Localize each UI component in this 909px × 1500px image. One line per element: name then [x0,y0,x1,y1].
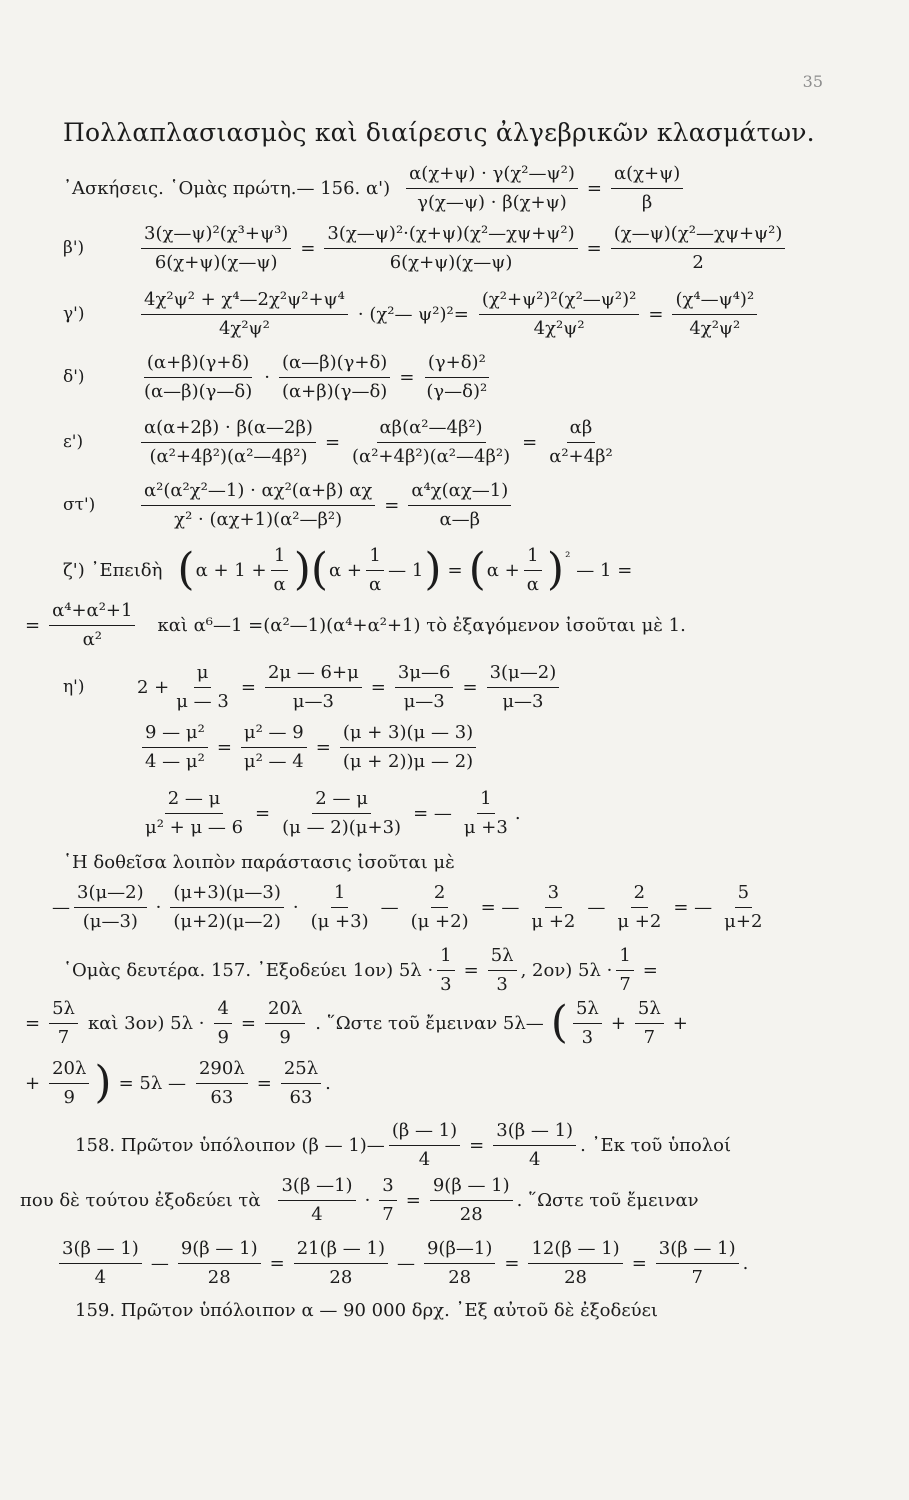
fraction: $\frac{3}{7}$ [379,1175,396,1225]
exercise-156d: δ') (α+β)(γ+δ) (α—β)(γ—δ) · $\frac{(\alpha—\beta)(\gamma+\delta)}{(\alpha+\beta)(\gamma—\delta)}$ = $\frac{\text{(γ+δ)²}}{\text{(γ—δ)²}}$ [63,352,494,402]
fraction: $\frac{12(\beta — 1)}{28}$ [528,1238,622,1288]
fraction: $\frac{1}{\alpha}$ [524,545,542,595]
fraction: $\frac{\text{μ² — 9}}{\text{μ² — 4}}$ [241,722,307,772]
exercise-intro: ᾿Ασκήσεις. ῾Ομὰς πρώτη.— 156. α') [63,177,391,199]
fraction: $\frac{2\mu — 6+\mu}{\mu—3}$ [265,662,362,712]
fraction: $\frac{3(\beta — 1)}{7}$ [656,1238,739,1288]
fraction: 5λ 3 [573,998,602,1048]
fraction: $\frac{\text{(γ+δ)²}}{\text{(γ—δ)²}}$ [426,352,488,402]
fraction: (α+β)(γ+δ) (α—β)(γ—δ) [144,352,253,402]
exercise-158-row3: 3(β — 1) 4 — $\frac{9(\beta — 1)}{28}$ = $\frac{21(\beta — 1)}{28}$ — $\frac{9(\beta—1)}{28}$ = $\frac{12(\beta — 1)}{28}$ = $\frac{3(\beta — 1)}{7}$ . [55,1238,748,1288]
fraction: $\frac{\text{αβ(α²—4β²)}}{\text{(α²+4β²)(α²—4β²)}}$ [352,417,511,467]
fraction: $\frac{\text{3(χ—ψ)²·(χ+ψ)(χ²—χψ+ψ²)}}{6(\chi+\psi)(\chi—\psi)}$ [324,223,577,273]
fraction: 3(β — 1) 4 [59,1238,142,1288]
exercise-158: 158. Πρῶτον ὑπόλοιπον (β — 1)— $\frac{(\beta — 1)}{4}$ = $\frac{3(\beta — 1)}{4}$ . ᾿Εκ τοῦ ὑπολοί [75,1120,732,1170]
fraction: $\frac{1}{\alpha}$ [271,545,289,595]
fraction: $\frac{20\lambda}{9}$ [265,998,305,1048]
fraction: $\frac{21(\beta — 1)}{28}$ [294,1238,388,1288]
exercise-157-row2: = $\frac{5\lambda}{7}$ καὶ 3ον) 5λ · $\frac{4}{9}$ = $\frac{20\lambda}{9}$ . ῞Ωστε τοῦ ἔμειναν 5λ— ( 5λ 3 + $\frac{5\lambda}{7}$ + [25,997,688,1049]
exercise-156g: ζ') ᾿Επειδὴ ( α + 1 + $\frac{1}{\alpha}$ )( α + $\frac{1}{\alpha}$ — 1 ) = ( α + $\frac{1}{\alpha}$ ) $^{^2}$ — 1 = [63,544,633,596]
fraction: $\frac{\text{3(χ—ψ)²(χ³+ψ³)}}{6(\chi+\psi)(\chi—\psi)}$ [141,223,291,273]
exercise-159: 159. Πρῶτον ὑπόλοιπον α — 90 000 δρχ. ᾿Εξ αὐτοῦ δὲ ἐξοδεύει [75,1300,658,1321]
exercise-156f: στ') $\frac{\text{α²(α²χ²—1) · αχ²(α+β) αχ}}{\text{χ² · (αχ+1)(α²—β²)}}$ = $\frac{\text{α⁴χ(αχ—1)}}{\alpha—\beta}$ [63,480,515,530]
fraction: $\frac{3\mu—6}{\mu—3}$ [395,662,454,712]
fraction: $\frac{\text{α⁴χ(αχ—1)}}{\alpha—\beta}$ [408,480,511,530]
fraction: $\frac{1}{7}$ [616,945,633,995]
fraction: $\frac{4}{9}$ [214,998,231,1048]
fraction: $\frac{1}{3}$ [437,945,454,995]
fraction: $\frac{1}{\alpha}$ [366,545,384,595]
fraction: $\frac{9(\beta—1)}{28}$ [424,1238,495,1288]
exercise-157-row3: + $\frac{20\lambda}{9}$ ) = 5λ — $\frac{290\lambda}{63}$ = $\frac{25\lambda}{63}$ . [25,1057,331,1109]
page-number: 35 [802,72,823,91]
fraction: $\frac{\text{(χ⁴—ψ⁴)²}}{\text{4χ²ψ²}}$ [672,289,757,339]
exercise-157: ῾Ομὰς δευτέρα. 157. ᾿Εξοδεύει 1ον) 5λ · $\frac{1}{3}$ = $\frac{5\lambda}{3}$ , 2ον) 5λ · $\frac{1}{7}$ = [63,945,658,995]
exercise-156e: ε') $\frac{\alpha(\alpha+2\beta) \cdot \beta(\alpha—2\beta)}{\text{(α²+4β²)(α²—4β²)}}$ = $\frac{\text{αβ(α²—4β²)}}{\text{(α²+4β²)(α²—4β²)}}$ = $\frac{\alpha\beta}{\text{α²+4β²}}$ [63,417,620,467]
fraction: $\frac{\mu}{\mu — 3}$ [176,662,229,712]
fraction: (μ+3)(μ—3) (μ+2)(μ—2) [170,882,283,932]
fraction: $\frac{9(\beta — 1)}{28}$ [178,1238,261,1288]
fraction: $\frac{\text{α⁴+α²+1}}{\text{α²}}$ [49,600,135,650]
fraction: 3(μ—2) (μ—3) [74,882,147,932]
exercise-156h-row3: $\frac{2 — \mu}{\text{μ² + μ — 6}}$ = $\frac{2 — \mu}{(\mu — 2)(\mu+3)}$ = — 1 μ +3 . [138,788,521,838]
fraction: $\frac{\alpha\beta}{\text{α²+4β²}}$ [549,417,613,467]
fraction: $\frac{\text{(χ²+ψ²)²(χ²—ψ²)²}}{\text{4χ²ψ²}}$ [479,289,640,339]
fraction: 4χ²ψ² + χ⁴—2χ²ψ²+ψ⁴ 4χ²ψ² [141,289,348,339]
fraction: $\frac{25\lambda}{63}$ [281,1058,321,1108]
fraction: $\frac{290\lambda}{63}$ [196,1058,248,1108]
fraction: $\frac{\text{α(χ+ψ) · γ(χ²—ψ²)}}{\gamma(\chi—\psi) \cdot \beta(\chi+\psi)}$ [406,163,578,213]
exercise-156g-cont: = $\frac{\text{α⁴+α²+1}}{\text{α²}}$ καὶ α⁶—1 =(α²—1)(α⁴+α²+1) τὸ ἐξαγόμενον ἰσοῦται μὲ 1. [25,600,686,650]
exercise-158-row2: που δὲ τούτου ἐξοδεύει τὰ 3(β —1) 4 · $\frac{3}{7}$ = $\frac{9(\beta — 1)}{28}$ . ῞Ωστε τοῦ ἔμειναν [20,1175,699,1225]
fraction: 1 μ +3 [463,788,508,838]
fraction: $\frac{(\alpha—\beta)(\gamma+\delta)}{(\alpha+\beta)(\gamma—\delta)}$ [279,352,390,402]
fraction: $\frac{3(\beta — 1)}{4}$ [493,1120,576,1170]
fraction: $\frac{5\lambda}{3}$ [488,945,517,995]
fraction: 1 (μ +3) [310,882,369,932]
fraction: $\frac{2}{\mu +2}$ [617,882,662,932]
final-expression: — 3(μ—2) (μ—3) · (μ+3)(μ—3) (μ+2)(μ—2) · 1 (μ +3) — $\frac{2}{(\mu +2)}$ = — 3 μ +2 — $\frac{2}{\mu +2}$ = — 5 μ+2 [52,882,769,932]
exercise-156h-row2: $\frac{\text{9 — μ²}}{\text{4 — μ²}}$ = $\frac{\text{μ² — 9}}{\text{μ² — 4}}$ = $\frac{(\mu + 3)(\mu — 3)}{(\mu + 2))\mu — 2)}$ [138,722,480,772]
fraction: 5 μ+2 [724,882,763,932]
fraction: $\frac{\alpha(\chi+\psi)}{\beta}$ [611,163,683,213]
fraction: $\frac{20\lambda}{9}$ [49,1058,89,1108]
fraction: $\frac{3(\mu—2)}{\mu—3}$ [487,662,560,712]
fraction: $\frac{\text{9 — μ²}}{\text{4 — μ²}}$ [142,722,208,772]
exercise-156c: γ') 4χ²ψ² + χ⁴—2χ²ψ²+ψ⁴ 4χ²ψ² · (χ²— ψ²)²= $\frac{\text{(χ²+ψ²)²(χ²—ψ²)²}}{\text{4χ²ψ²}}$ = $\frac{\text{(χ⁴—ψ⁴)²}}{\text{4χ²ψ²}}$ [63,289,761,339]
fraction: $\frac{2 — \mu}{(\mu — 2)(\mu+3)}$ [282,788,402,838]
fraction: $\frac{2 — \mu}{\text{μ² + μ — 6}}$ [145,788,244,838]
fraction: $\frac{(\beta — 1)}{4}$ [389,1120,460,1170]
fraction: $\frac{5\lambda}{7}$ [49,998,78,1048]
page-title: Πολλαπλασιασμὸς καὶ διαίρεσις ἀλγεβρικῶν κλασμάτων. [63,118,815,147]
exercise-156a: ᾿Ασκήσεις. ῾Ομὰς πρώτη.— 156. α') $\frac{\text{α(χ+ψ) · γ(χ²—ψ²)}}{\gamma(\chi—\psi) \cdot \beta(\chi+\psi)}$ = $\frac{\alpha(\chi+\psi)}{\beta}$ [63,163,687,213]
exercise-156b: β') $\frac{\text{3(χ—ψ)²(χ³+ψ³)}}{6(\chi+\psi)(\chi—\psi)}$ = $\frac{\text{3(χ—ψ)²·(χ+ψ)(χ²—χψ+ψ²)}}{6(\chi+\psi)(\chi—\psi)}$ = $\frac{\text{(χ—ψ)(χ²—χψ+ψ²)}}{2}$ [63,223,789,273]
fraction: 3(β —1) 4 [278,1175,355,1225]
given-expression-text: ῾Η δοθεῖσα λοιπὸν παράστασις ἰσοῦται μὲ [63,852,455,873]
fraction: $\frac{\text{α²(α²χ²—1) · αχ²(α+β) αχ}}{\text{χ² · (αχ+1)(α²—β²)}}$ [141,480,375,530]
fraction: $\frac{\text{(χ—ψ)(χ²—χψ+ψ²)}}{2}$ [611,223,786,273]
fraction: $\frac{2}{(\mu +2)}$ [410,882,469,932]
fraction: $\frac{(\mu + 3)(\mu — 3)}{(\mu + 2))\mu — 2)}$ [340,722,476,772]
fraction: $\frac{9(\beta — 1)}{28}$ [430,1175,513,1225]
fraction: $\frac{5\lambda}{7}$ [635,998,664,1048]
fraction: 3 μ +2 [531,882,576,932]
fraction: $\frac{\alpha(\alpha+2\beta) \cdot \beta(\alpha—2\beta)}{\text{(α²+4β²)(α²—4β²)}}$ [141,417,316,467]
exercise-156h: η') 2 + $\frac{\mu}{\mu — 3}$ = $\frac{2\mu — 6+\mu}{\mu—3}$ = $\frac{3\mu—6}{\mu—3}$ = $\frac{3(\mu—2)}{\mu—3}$ [63,662,563,712]
